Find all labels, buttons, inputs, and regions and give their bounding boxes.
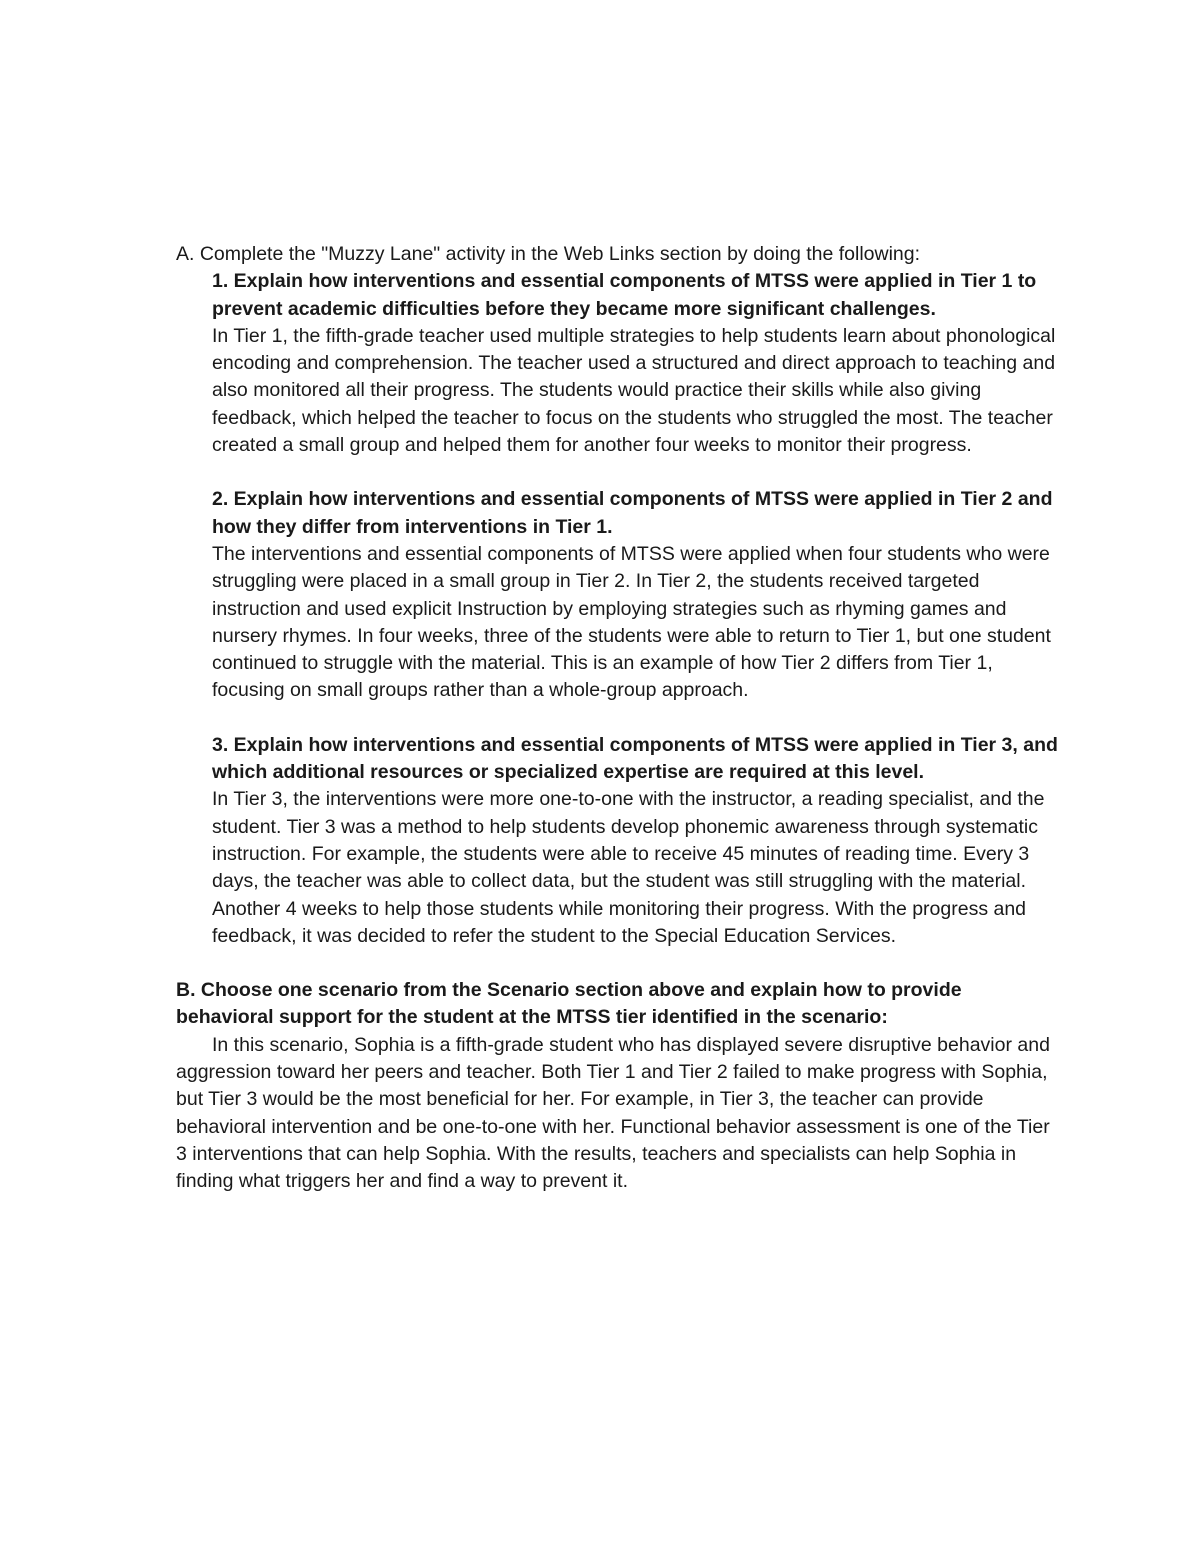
question-1-title: 1. Explain how interventions and essential components of MTSS were applied in Tier 1 to prevent academic difficulties before they became more significant challenges. xyxy=(212,270,1037,320)
question-3 xyxy=(212,732,1064,950)
section-b-answer: In this scenario, Sophia is a fifth-grade student who has displayed severe disruptive behavior and aggression toward her peers and teacher. Both Tier 1 and Tier 2 failed to make progress with Sophia, but Tier 3 would be the most beneficial for her. For example, in Tier 3, the teacher can provide behavioral intervention and be one-to-one with her. Functional behavior assessment is one of the Tier 3 interventions that can help Sophia. With the results, teachers and specialists can help Sophia in finding what triggers her and find a way to prevent it. xyxy=(176,1033,1050,1193)
document-body xyxy=(176,241,1076,1196)
section-b xyxy=(176,977,1056,1195)
question-3-answer: In Tier 3, the interventions were more one-to-one with the instructor, a reading specialist, and the student. Tier 3 was a method to help students develop phonemic awareness through systematic instruction. For example, the students were able to receive 45 minutes of reading time. Every 3 days, the teacher was able to collect data, but the student was still struggling with the material. Another 4 weeks to help those students while monitoring their progress. With the progress and feedback, it was decided to refer the student to the Special Education Services. xyxy=(212,788,1045,947)
question-2 xyxy=(212,486,1064,704)
section-b-title: B. Choose one scenario from the Scenario section above and explain how to provide behavioral support for the student at the MTSS tier identified in the scenario: xyxy=(176,979,962,1029)
question-1 xyxy=(212,268,1064,459)
section-a-heading: A. Complete the "Muzzy Lane" activity in the Web Links section by doing the following: xyxy=(176,243,921,265)
question-2-title: 2. Explain how interventions and essential components of MTSS were applied in Tier 2 and how they differ from interventions in Tier 1. xyxy=(212,488,1053,538)
question-3-title: 3. Explain how interventions and essential components of MTSS were applied in Tier 3, and which additional resources or specialized expertise are required at this level. xyxy=(212,733,1058,784)
question-2-answer: The interventions and essential components of MTSS were applied when four students who were struggling were placed in a small group in Tier 2. In Tier 2, the students received targeted instruction and used explicit Instruction by employing strategies such as rhyming games and nursery rhymes. In four weeks, three of the students were able to return to Tier 1, but one student continued to struggle with the material. This is an example of how Tier 2 differs from Tier 1, focusing on small groups rather than a whole-group approach. xyxy=(212,542,1051,702)
question-1-answer: In Tier 1, the fifth-grade teacher used multiple strategies to help students learn about phonological encoding and comprehension. The teacher used a structured and direct approach to teaching and also monitored all their progress. The students would practice their skills while also giving feedback, which helped the teacher to focus on the students who struggled the most. The teacher created a small group and helped them for another four weeks to monitor their progress. xyxy=(212,324,1056,457)
